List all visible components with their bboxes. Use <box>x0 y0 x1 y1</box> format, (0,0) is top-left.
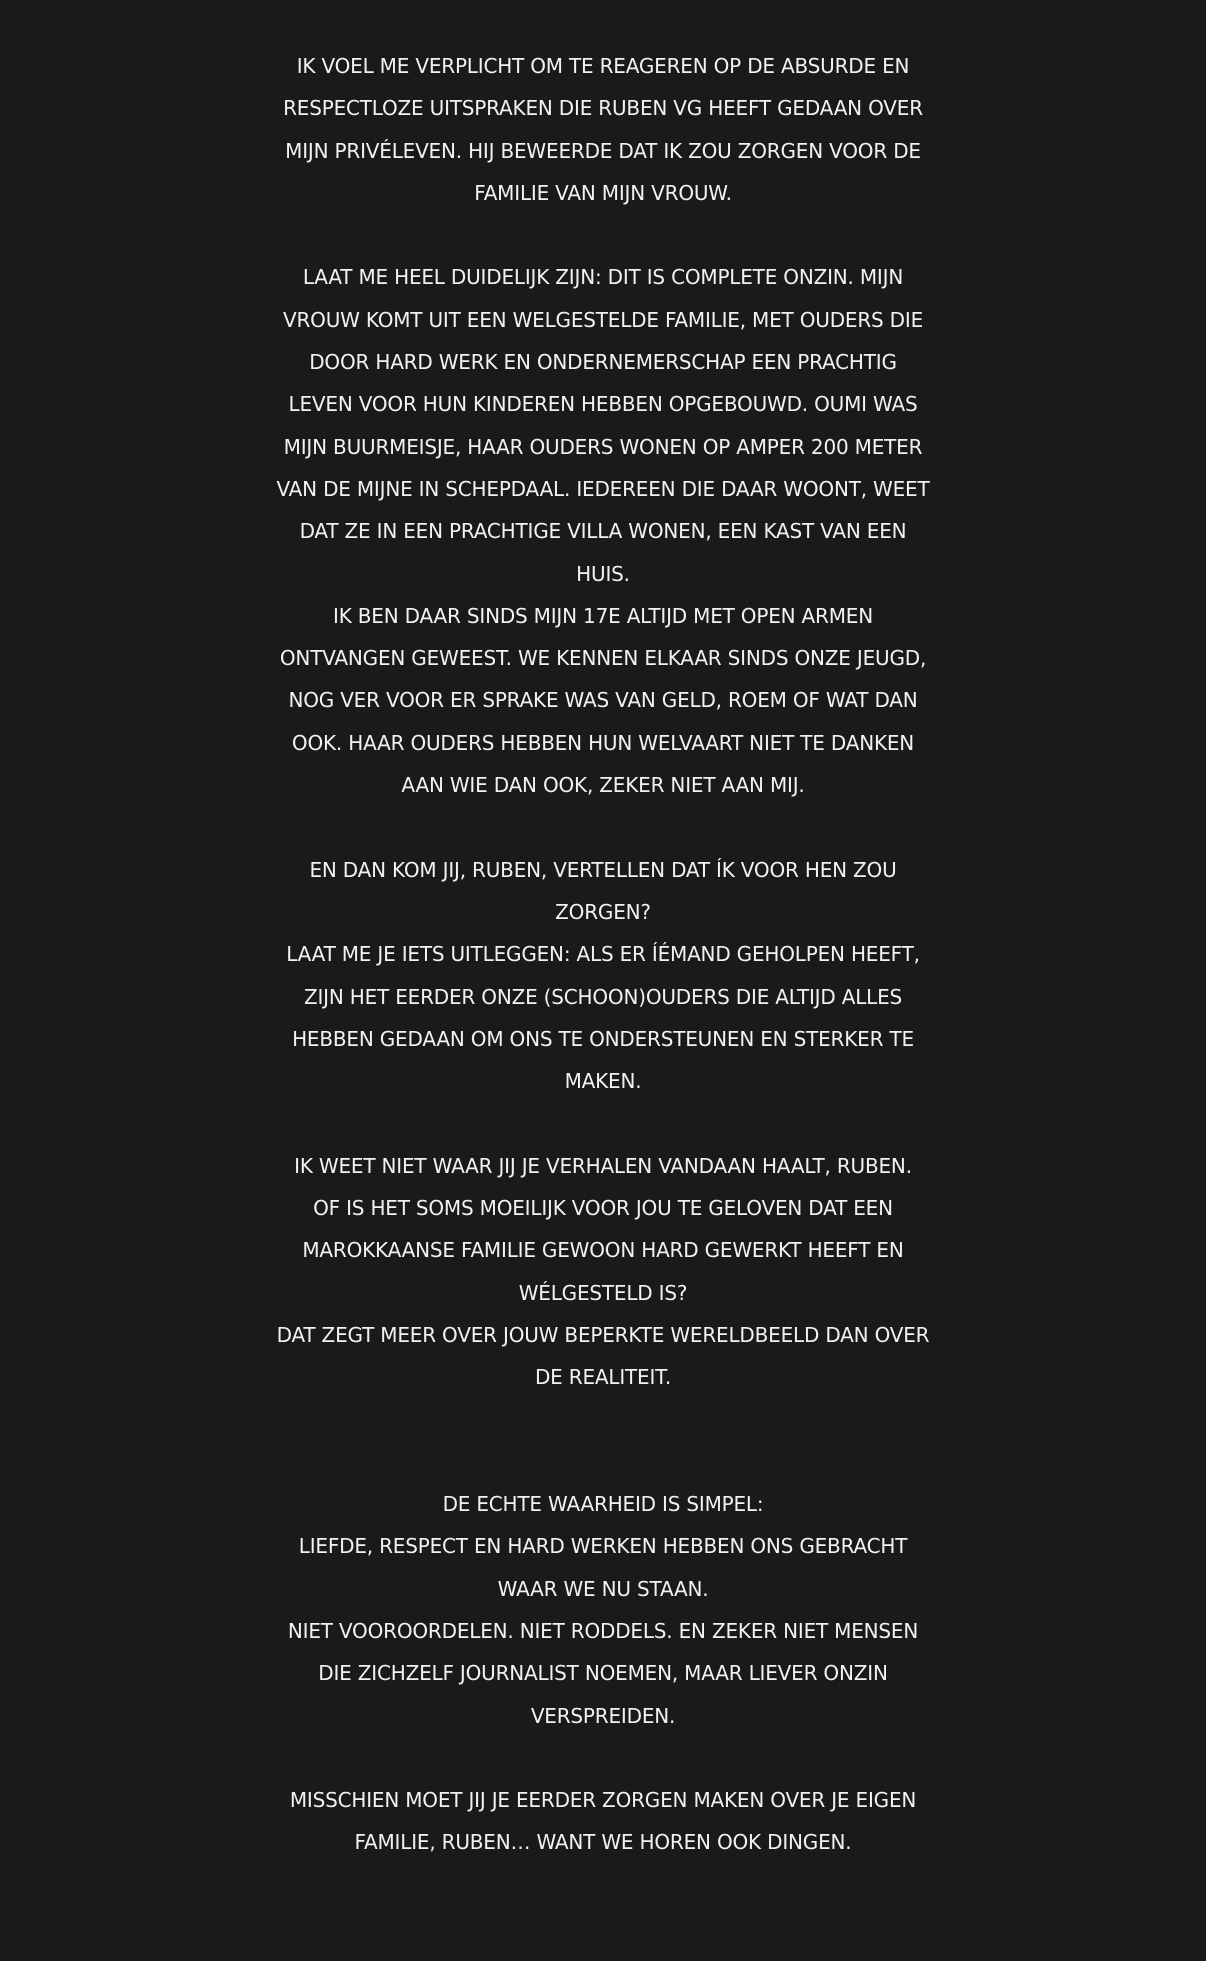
story-line: LIEFDE, RESPECT EN HARD WERKEN HEBBEN ONS GEBRACHT <box>298 1534 908 1559</box>
paragraph-gap <box>0 806 1206 848</box>
story-line: LEVEN VOOR HUN KINDEREN HEBBEN OPGEBOUWD. OUMI WAS <box>288 392 918 417</box>
story-line: MIJN BUURMEISJE, HAAR OUDERS WONEN OP AMPER 200 METER <box>283 434 923 459</box>
story-line: VAN DE MIJNE IN SCHEPDAAL. IEDEREEN DIE DAAR WOONT, WEET <box>276 476 930 501</box>
story-line: MAROKKAANSE FAMILIE GEWOON HARD GEWERKT HEEFT EN <box>302 1238 904 1263</box>
story-line: MIJN PRIVÉLEVEN. HIJ BEWEERDE DAT IK ZOU ZORGEN VOOR DE <box>285 138 921 163</box>
story-line: RESPECTLOZE UITSPRAKEN DIE RUBEN VG HEEFT GEDAAN OVER <box>283 96 923 121</box>
story-line: AAN WIE DAN OOK, ZEKER NIET AAN MIJ. <box>401 773 805 798</box>
story-line: IK BEN DAAR SINDS MIJN 17E ALTIJD MET OPEN ARMEN <box>333 603 873 628</box>
story-line: ZIJN HET EERDER ONZE (SCHOON)OUDERS DIE ALTIJD ALLES <box>303 984 903 1009</box>
story-line: LAAT ME HEEL DUIDELIJK ZIJN: DIT IS COMPLETE ONZIN. MIJN <box>302 265 904 290</box>
story-line: NIET VOOROORDELEN. NIET RODDELS. EN ZEKER NIET MENSEN <box>287 1618 919 1643</box>
story-line: IK VOEL ME VERPLICHT OM TE REAGEREN OP DE ABSURDE EN <box>296 54 910 78</box>
story-line: DAT ZEGT MEER OVER JOUW BEPERKTE WERELDBEELD DAN OVER <box>276 1322 930 1347</box>
story-line: EN DAN KOM JIJ, RUBEN, VERTELLEN DAT ÍK VOOR HEN ZOU <box>309 857 897 882</box>
story-line: OOK. HAAR OUDERS HEBBEN HUN WELVAART NIET TE DANKEN <box>291 730 915 755</box>
story-line: VROUW KOMT UIT EEN WELGESTELDE FAMILIE, MET OUDERS DIE <box>282 307 924 332</box>
story-line: MISSCHIEN MOET JIJ JE EERDER ZORGEN MAKEN OVER JE EIGEN <box>289 1788 917 1813</box>
story-line: DIE ZICHZELF JOURNALIST NOEMEN, MAAR LIEVER ONZIN <box>318 1661 888 1686</box>
story-line: FAMILIE, RUBEN… WANT WE HOREN OOK DINGEN. <box>354 1830 852 1855</box>
story-line: ONTVANGEN GEWEEST. WE KENNEN ELKAAR SINDS ONZE JEUGD, <box>279 646 927 671</box>
story-line: DE REALITEIT. <box>534 1365 671 1390</box>
story-text <box>0 45 1206 1864</box>
story-line: DE ECHTE WAARHEID IS SIMPEL: <box>442 1492 764 1517</box>
story-line: NOG VER VOOR ER SPRAKE WAS VAN GELD, ROEM OF WAT DAN <box>288 688 918 713</box>
story-line: IK WEET NIET WAAR JIJ JE VERHALEN VANDAAN HAALT, RUBEN. <box>294 1153 912 1178</box>
paragraph-gap <box>0 1737 1206 1779</box>
story-line: WÉLGESTELD IS? <box>518 1280 688 1305</box>
paragraph-gap <box>0 1102 1206 1144</box>
story-line: DOOR HARD WERK EN ONDERNEMERSCHAP EEN PRACHTIG <box>309 350 897 375</box>
story-line: FAMILIE VAN MIJN VROUW. <box>474 180 732 205</box>
story-line: ZORGEN? <box>555 899 651 924</box>
story-line: HUIS. <box>576 561 630 586</box>
story-line: DAT ZE IN EEN PRACHTIGE VILLA WONEN, EEN KAST VAN EEN <box>299 519 907 544</box>
story-line: WAAR WE NU STAAN. <box>497 1576 709 1601</box>
story-line: VERSPREIDEN. <box>530 1703 676 1728</box>
paragraph-gap <box>0 214 1206 256</box>
story-line: LAAT ME JE IETS UITLEGGEN: ALS ER ÍÉMAND GEHOLPEN HEEFT, <box>286 942 920 967</box>
story-line: HEBBEN GEDAAN OM ONS TE ONDERSTEUNEN EN STERKER TE <box>292 1026 914 1051</box>
story-line: OF IS HET SOMS MOEILIJK VOOR JOU TE GELOVEN DAT EEN <box>313 1196 893 1221</box>
paragraph-gap <box>0 1399 1206 1484</box>
story-line: MAKEN. <box>564 1069 642 1094</box>
